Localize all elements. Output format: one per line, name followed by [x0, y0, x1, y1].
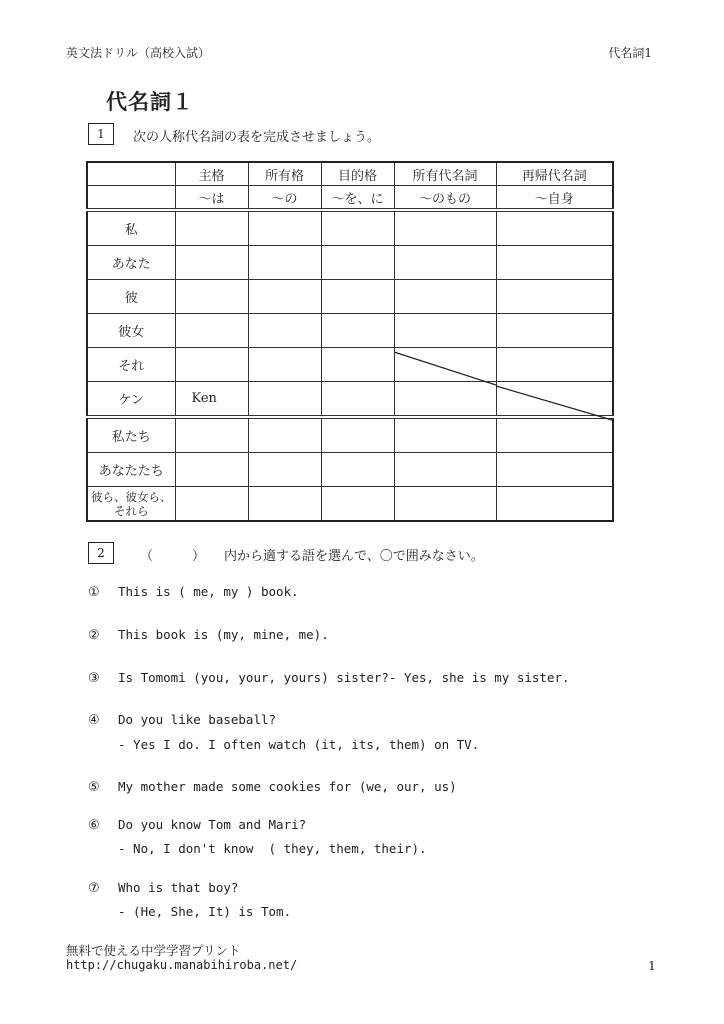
answer-cell[interactable]	[321, 453, 394, 487]
footer-page-number: 1	[648, 958, 656, 973]
row-header: 私たち	[87, 417, 175, 453]
question-text: This is ( me, my ) book.	[118, 584, 299, 599]
row-header: あなたたち	[87, 453, 175, 487]
question-4-answer-line: - Yes I do. I often watch (it, its, them) on TV.	[118, 737, 480, 752]
answer-cell[interactable]	[175, 487, 248, 522]
section1-number: 1	[88, 123, 114, 145]
section2-number: 2	[88, 542, 114, 564]
question-text: Do you know Tom and Mari?	[118, 817, 307, 832]
answer-cell[interactable]	[175, 453, 248, 487]
col-header: 所有代名詞	[394, 162, 496, 186]
answer-cell[interactable]	[175, 210, 248, 246]
answer-cell[interactable]	[394, 453, 496, 487]
question-number: ②	[88, 628, 100, 643]
question-text: Is Tomomi (you, your, yours) sister?- Yes, she is my sister.	[118, 670, 570, 685]
footer-site-name: 無料で使える中学学習プリント	[66, 943, 241, 958]
section2-instruction: 内から適する語を選んで、〇で囲みなさい。	[224, 549, 484, 564]
answer-cell[interactable]	[394, 314, 496, 348]
answer-cell[interactable]	[496, 246, 613, 280]
answer-cell[interactable]	[496, 487, 613, 522]
answer-cell[interactable]	[496, 210, 613, 246]
answer-cell[interactable]	[321, 246, 394, 280]
answer-cell[interactable]	[394, 210, 496, 246]
question-number: ③	[88, 671, 100, 686]
question-text: This book is (my, mine, me).	[118, 627, 329, 642]
question-number: ④	[88, 713, 100, 728]
question-text: My mother made some cookies for (we, our, us)	[118, 779, 457, 794]
question-number: ⑥	[88, 818, 100, 833]
answer-cell[interactable]	[248, 246, 321, 280]
answer-cell[interactable]	[321, 314, 394, 348]
question-1	[88, 584, 299, 600]
answer-cell[interactable]	[321, 382, 394, 418]
header-right: 代名詞1	[608, 46, 652, 60]
row-header: ケン	[87, 382, 175, 418]
answer-cell[interactable]	[394, 487, 496, 522]
row-header: 私	[87, 210, 175, 246]
footer-url[interactable]: http://chugaku.manabihiroba.net/	[66, 958, 298, 972]
crossed-cell	[394, 348, 496, 382]
question-7	[88, 880, 238, 896]
crossed-cell	[496, 382, 613, 418]
subcol-header: ～を、に	[321, 186, 394, 211]
answer-cell[interactable]	[248, 417, 321, 453]
col-header: 所有格	[248, 162, 321, 186]
answer-cell[interactable]	[321, 348, 394, 382]
row-header: それ	[87, 348, 175, 382]
question-6	[88, 817, 306, 833]
question-3	[88, 670, 570, 686]
corner-cell	[87, 186, 175, 211]
question-6-answer-line: - No, I don't know ( they, them, their).	[118, 841, 427, 856]
row-header: 彼ら、彼女ら、それら	[87, 487, 175, 522]
answer-cell[interactable]	[175, 280, 248, 314]
answer-cell[interactable]	[321, 210, 394, 246]
question-2	[88, 627, 329, 643]
col-header: 目的格	[321, 162, 394, 186]
subcol-header: ～のもの	[394, 186, 496, 211]
answer-cell[interactable]	[248, 348, 321, 382]
subcol-header: ～自身	[496, 186, 613, 211]
question-number: ⑤	[88, 780, 100, 795]
answer-cell[interactable]	[321, 487, 394, 522]
row-header: 彼	[87, 280, 175, 314]
answer-cell[interactable]	[394, 280, 496, 314]
answer-cell[interactable]	[248, 280, 321, 314]
row-header: 彼女	[87, 314, 175, 348]
answer-cell[interactable]	[248, 210, 321, 246]
row-header: あなた	[87, 246, 175, 280]
section2-paren: （ ）	[140, 549, 206, 564]
answer-cell[interactable]	[248, 487, 321, 522]
answer-cell[interactable]	[394, 382, 496, 418]
question-number: ⑦	[88, 881, 100, 896]
answer-cell[interactable]	[321, 417, 394, 453]
answer-cell[interactable]	[496, 314, 613, 348]
answer-cell[interactable]	[248, 453, 321, 487]
subcol-header: ～の	[248, 186, 321, 211]
subcol-header: ～は	[175, 186, 248, 211]
col-header: 主格	[175, 162, 248, 186]
corner-cell	[87, 162, 175, 186]
col-header: 再帰代名詞	[496, 162, 613, 186]
answer-cell[interactable]	[248, 382, 321, 418]
question-5	[88, 779, 457, 795]
answer-cell[interactable]	[496, 348, 613, 382]
answer-cell[interactable]	[175, 246, 248, 280]
answer-cell[interactable]	[175, 348, 248, 382]
answer-cell[interactable]	[394, 417, 496, 453]
pronoun-table	[86, 161, 614, 522]
page-title: 代名詞１	[106, 90, 194, 114]
answer-cell[interactable]	[496, 453, 613, 487]
section1-instruction: 次の人称代名詞の表を完成させましょう。	[133, 130, 381, 145]
answer-cell[interactable]	[248, 314, 321, 348]
ken-subject-cell: Ken	[175, 382, 248, 418]
answer-cell[interactable]	[496, 280, 613, 314]
question-text: Do you like baseball?	[118, 712, 277, 727]
header-left: 英文法ドリル（高校入試）	[66, 46, 211, 60]
question-text: Who is that boy?	[118, 880, 239, 895]
answer-cell[interactable]	[496, 417, 613, 453]
answer-cell[interactable]	[175, 417, 248, 453]
answer-cell[interactable]	[321, 280, 394, 314]
question-4	[88, 712, 276, 728]
answer-cell[interactable]	[175, 314, 248, 348]
answer-cell[interactable]	[394, 246, 496, 280]
question-7-answer-line: - (He, She, It) is Tom.	[118, 904, 292, 919]
question-number: ①	[88, 585, 100, 600]
